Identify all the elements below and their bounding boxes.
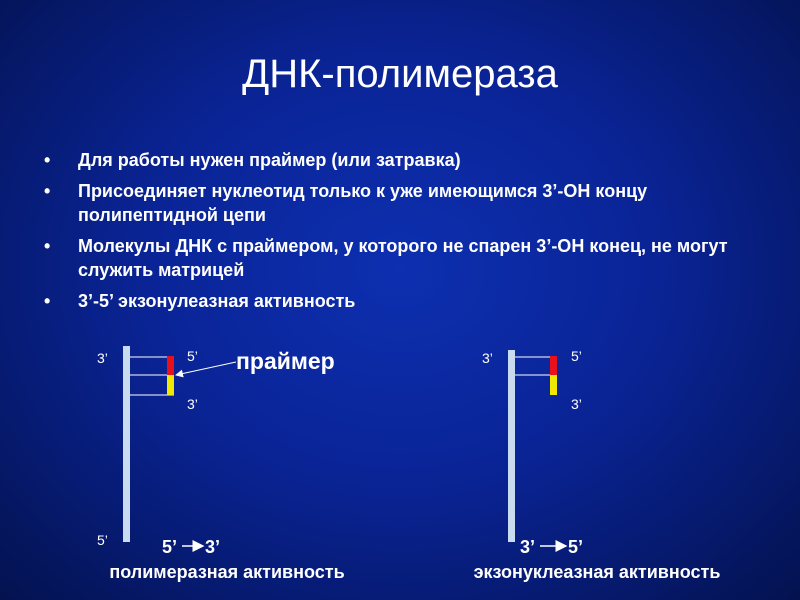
slide-title: ДНК-полимераза (242, 52, 558, 96)
direction-to-label: 3’ (205, 537, 221, 557)
primer-yellow-segment (167, 375, 174, 395)
direction-to-label: 5’ (568, 537, 584, 557)
primer-bottom-label: 3’ (187, 396, 198, 412)
bullet-dot: • (44, 236, 51, 256)
bullet-text: Для работы нужен праймер (или затравка) (78, 150, 461, 170)
left-diagram (97, 346, 345, 582)
primer-red-segment (550, 356, 557, 375)
bullet-dot: • (44, 181, 51, 201)
template-top-label: 3’ (482, 350, 493, 366)
primer-yellow-segment (550, 375, 557, 395)
bullet-text: 3’-5’ экзонулеазная активность (78, 291, 356, 311)
template-strand (508, 350, 515, 542)
primer-label: праймер (236, 348, 335, 374)
left-caption: полимеразная активность (109, 562, 345, 582)
right-caption: экзонуклеазная активность (473, 562, 721, 582)
bullet-dot: • (44, 291, 51, 311)
primer-red-segment (167, 356, 174, 375)
bullet-dot: • (44, 150, 51, 170)
template-top-label: 3’ (97, 350, 108, 366)
template-strand (123, 346, 130, 542)
direction-from-label: 3’ (520, 537, 536, 557)
direction-from-label: 5’ (162, 537, 178, 557)
bullet-text: Молекулы ДНК с праймером, у которого не спарен 3’-ОН конец, не могут служить матрицей (78, 236, 728, 280)
primer-pointer-line (176, 362, 236, 375)
primer-top-label: 5’ (571, 348, 582, 364)
primer-bottom-label: 3’ (571, 396, 582, 412)
right-diagram (474, 348, 721, 582)
primer-top-label: 5’ (187, 348, 198, 364)
template-bottom-label: 5’ (97, 532, 108, 548)
bullet-text: Присоединяет нуклеотид только к уже имеющимся 3’-ОН концу полипептидной цепи (78, 181, 648, 225)
